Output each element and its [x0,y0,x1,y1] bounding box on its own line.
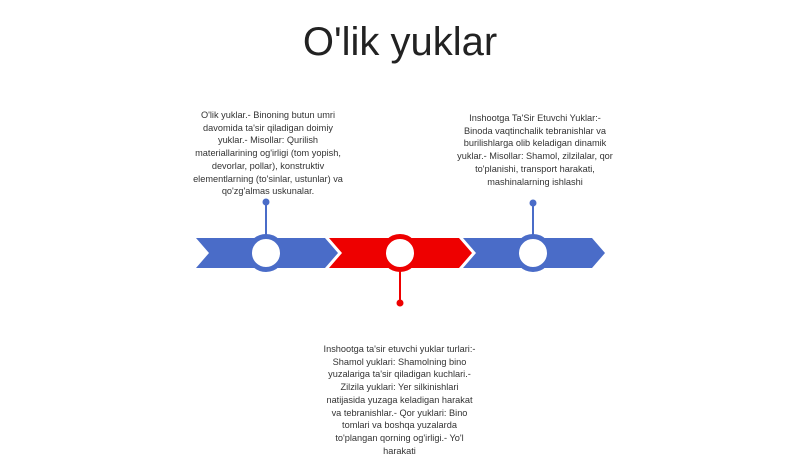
timeline-note-3: Inshootga Ta'Sir Etuvchi Yuklar:- Binoda vaqtinchalik tebranishlar va burilishlarga olib keladigan dinamik yuklar.- Misollar: Shamol, zilzilalar, qor to'planishi, transport harakati, mashinalarning ishlashi [457,113,613,187]
timeline-marker-2 [384,237,417,270]
timeline-marker-3 [517,237,550,270]
timeline-connector-2-dot [397,300,404,307]
slide-title: O'lik yuklar [302,20,498,64]
timeline-marker-1 [250,237,283,270]
timeline-connector-1-dot [263,199,270,206]
timeline-note-2: Inshootga ta'sir etuvchi yuklar turlari:- Shamol yuklari: Shamolning bino yuzalariga ta'sir qiladigan kuchlari.- Zilzila yuklari: Yer silkinishlari natijasida yuzaga keladigan harakat va tebranishlar.- Qor yuklari: Bino tomlari va boshqa yuzalarda to'plangan qorning og'irligi.- Yo'l harakati [323,344,476,456]
timeline-connector-3-dot [530,200,537,207]
timeline-note-1: O'lik yuklar.- Binoning butun umri davomida ta'sir qiladigan doimiy yuklar.- Misollar: Qurilish materiallarining og'irligi (tom yopish, devorlar, pollar), konstruktiv elementlarning (to'sinlar, ustunlar) va qo'zg'almas uskunalar. [193,110,343,197]
